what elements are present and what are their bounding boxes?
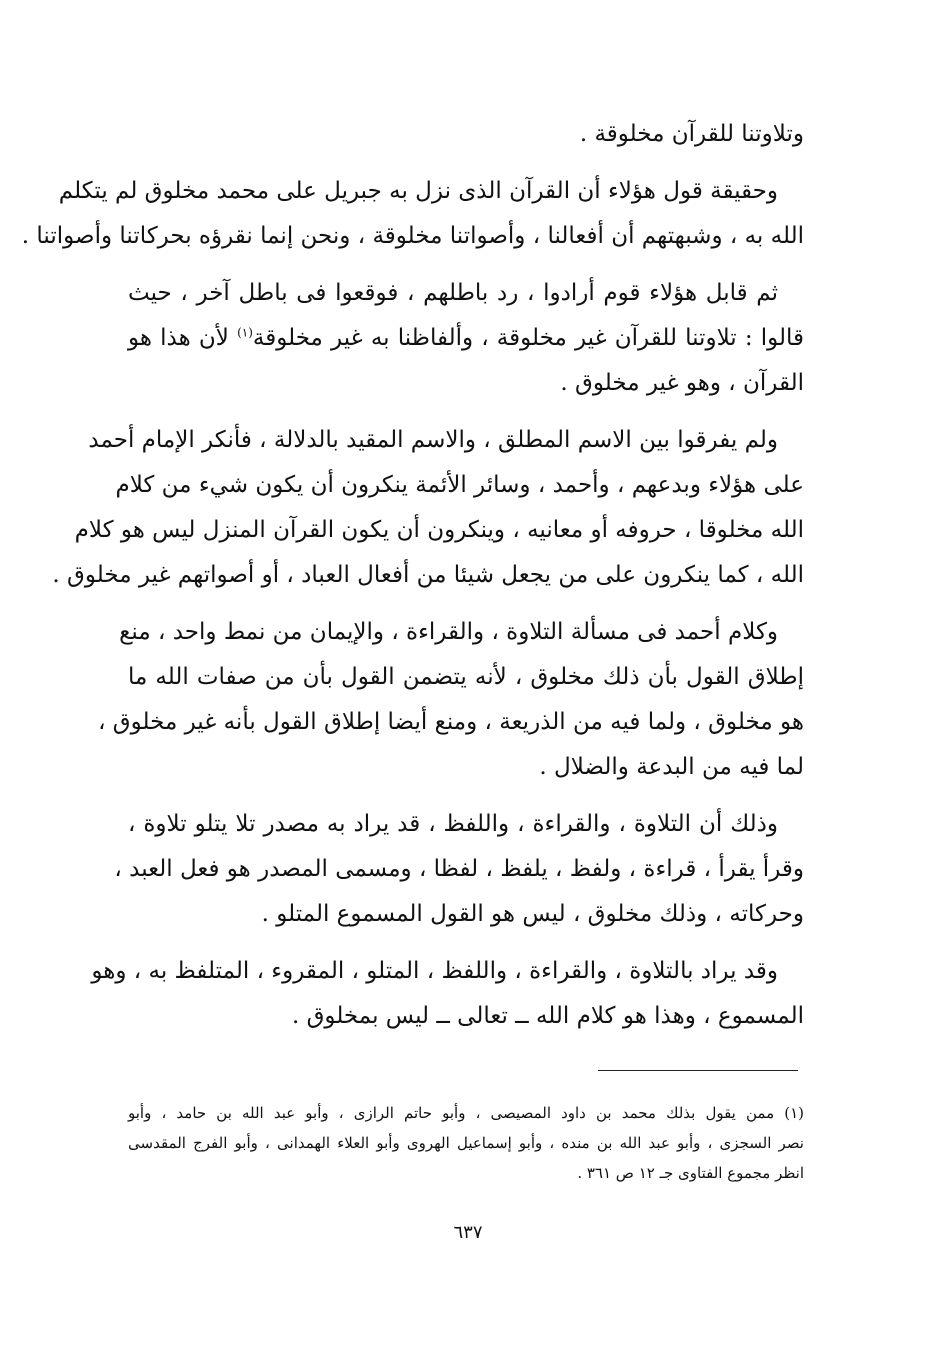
paragraph [21,169,804,259]
text-line: وحقيقة قول هؤلاء أن القرآن الذى نزل به جبريل على محمد مخلوق لم يتكلم [58,178,778,204]
text-line: ولم يفرقوا بين الاسم المطلق ، والاسم المقيد بالدلالة ، فأنكر الإمام أحمد [88,427,778,453]
text-line: ثم قابل هؤلاء قوم أرادوا ، رد باطلهم ، فوقعوا فى باطل آخر ، حيث [128,280,778,306]
paragraph [114,802,804,937]
paragraph [128,271,804,406]
text-line: على هؤلاء وبدعهم ، وأحمد ، وسائر الأئمة ينكرون أن يكون شيء من كلام [115,472,804,498]
text-line: إطلاق القول بأن ذلك مخلوق ، لأنه يتضمن القول بأن من صفات الله ما [128,664,804,690]
page-number: ٦٣٧ [453,1222,483,1243]
paragraph [128,112,804,157]
main-text [21,112,805,1051]
footnote-line: نصر السجزى ، وأبو عبد الله بن منده ، وأبو إسماعيل الهروى وأبو العلاء الهمدانى ، وأبو الفرج المقدسى [128,1134,804,1152]
text-line: الله ، كما ينكرون على من يجعل شيئا من أفعال العباد ، أو أصواتهم غير مخلوق . [52,562,804,588]
text-line: وذلك أن التلاوة ، والقراءة ، واللفظ ، قد يراد به مصدر تلا يتلو تلاوة ، [128,811,778,837]
footnote-line: انظر مجموع الفتاوى جـ ١٢ ص ٣٦١ . [577,1164,804,1182]
text-line: وقد يراد بالتلاوة ، والقراءة ، واللفظ ، المتلو ، المقروء ، المتلفظ به ، وهو [91,958,778,984]
text-line: وحركاته ، وذلك مخلوق ، ليس هو القول المسموع المتلو . [261,901,804,927]
text-line: الله مخلوقا ، حروفه أو معانيه ، وينكرون أن يكون القرآن المنزل ليس هو كلام [74,517,804,543]
text-line: هو مخلوق ، ولما فيه من الذريعة ، ومنع أيضا إطلاق القول بأنه غير مخلوق ، [98,709,804,735]
footnote-line: (١) ممن يقول بذلك محمد بن داود المصيصى ، وأبو حاتم الرازى ، وأبو عبد الله بن حامد ، وأبو [128,1104,804,1122]
text-line: وكلام أحمد فى مسألة التلاوة ، والقراءة ، والإيمان من نمط واحد ، منع [119,619,778,645]
paragraph [91,949,804,1039]
text-line: وقرأ يقرأ ، قراءة ، ولفظ ، يلفظ ، لفظا ، ومسمى المصدر هو فعل العبد ، [114,856,804,882]
text-line: المسموع ، وهذا هو كلام الله ــ تعالى ــ ليس بمخلوق . [291,1003,804,1029]
text-line: وتلاوتنا للقرآن مخلوقة . [579,121,804,147]
footnote-divider [598,1070,798,1071]
text-line: لما فيه من البدعة والضلال . [539,754,804,780]
text-line: القرآن ، وهو غير مخلوق . [560,370,804,396]
paragraph [98,610,804,790]
text-segment: قالوا : تلاوتنا للقرآن غير مخلوقة ، وألفاظنا به غير مخلوقة [252,325,805,351]
paragraph [52,418,804,598]
text-segment: لأن هذا هو [128,325,229,351]
footnote-block [128,1098,804,1188]
footnote-reference: (١) [237,325,253,340]
text-line-with-footnote [128,316,804,361]
text-line: الله به ، وشبهتهم أن أفعالنا ، وأصواتنا مخلوقة ، ونحن إنما نقرؤه بحركاتنا وأصواتنا . [21,223,804,249]
